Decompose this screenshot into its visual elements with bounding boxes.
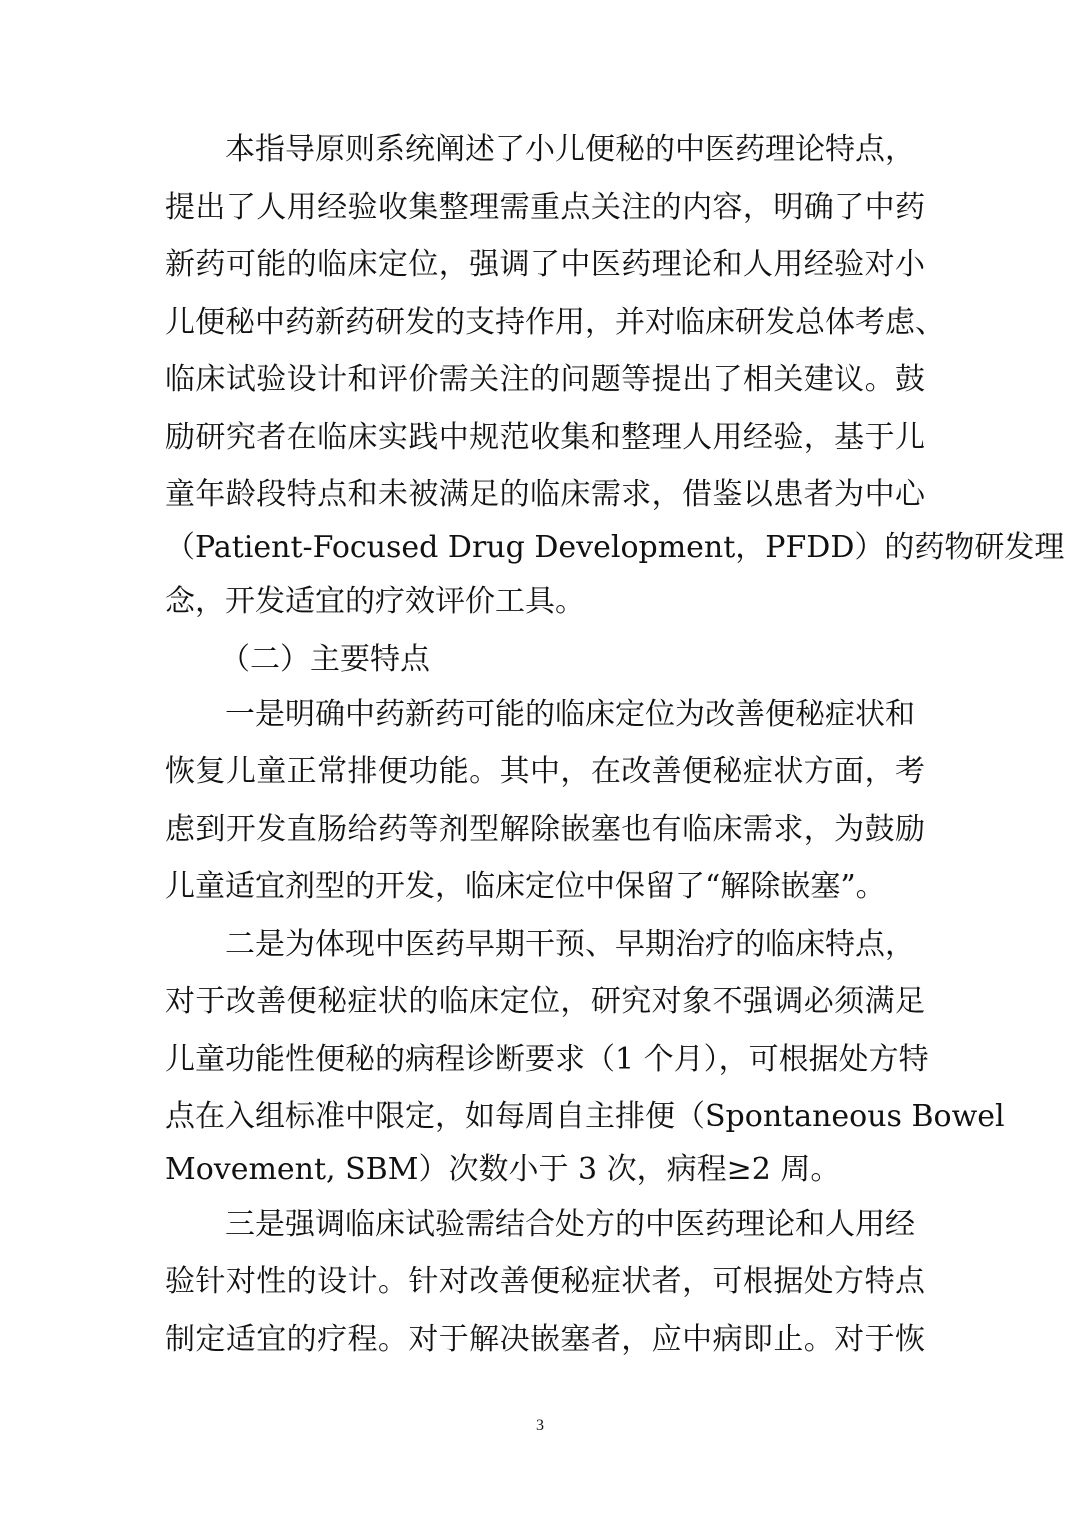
text-line: 恢复儿童正常排便功能。其中，在改善便秘症状方面，考: [165, 754, 925, 789]
text-line: 临床试验设计和评价需关注的问题等提出了相关建议。鼓: [165, 362, 925, 397]
text-line: 念，开发适宜的疗效评价工具。: [165, 584, 585, 619]
page-number: 3: [536, 1417, 544, 1434]
text-line: 励研究者在临床实践中规范收集和整理人用经验，基于儿: [165, 420, 925, 455]
text-line: 提出了人用经验收集整理需重点关注的内容，明确了中药: [165, 190, 925, 225]
text-line: 本指导原则系统阐述了小儿便秘的中医药理论特点，: [225, 132, 915, 167]
section-heading: （二）主要特点: [220, 642, 430, 677]
text-line: 儿童功能性便秘的病程诊断要求（1 个月），可根据处方特: [165, 1042, 929, 1077]
text-line: Movement, SBM）次数小于 3 次，病程≥2 周。: [165, 1152, 841, 1187]
text-line: 虑到开发直肠给药等剂型解除嵌塞也有临床需求，为鼓励: [165, 812, 925, 847]
text-line: 验针对性的设计。针对改善便秘症状者，可根据处方特点: [165, 1264, 925, 1299]
text-line: 点在入组标准中限定，如每周自主排便（Spontaneous Bowel: [165, 1099, 1005, 1134]
text-line: 三是强调临床试验需结合处方的中医药理论和人用经: [225, 1207, 915, 1242]
text-line: 二是为体现中医药早期干预、早期治疗的临床特点，: [225, 927, 915, 962]
text-line: 儿便秘中药新药研发的支持作用，并对临床研发总体考虑、: [165, 305, 945, 340]
text-line: 一是明确中药新药可能的临床定位为改善便秘症状和: [225, 697, 915, 732]
text-line: 童年龄段特点和未被满足的临床需求，借鉴以患者为中心: [165, 477, 925, 512]
text-line: （Patient-Focused Drug Development，PFDD）的药物研发理: [165, 530, 1065, 565]
text-line: 制定适宜的疗程。对于解决嵌塞者，应中病即止。对于恢: [165, 1322, 925, 1357]
text-line: 儿童适宜剂型的开发，临床定位中保留了“解除嵌塞”。: [165, 869, 886, 904]
text-line: 对于改善便秘症状的临床定位，研究对象不强调必须满足: [165, 984, 925, 1019]
text-line: 新药可能的临床定位，强调了中医药理论和人用经验对小: [165, 247, 925, 282]
